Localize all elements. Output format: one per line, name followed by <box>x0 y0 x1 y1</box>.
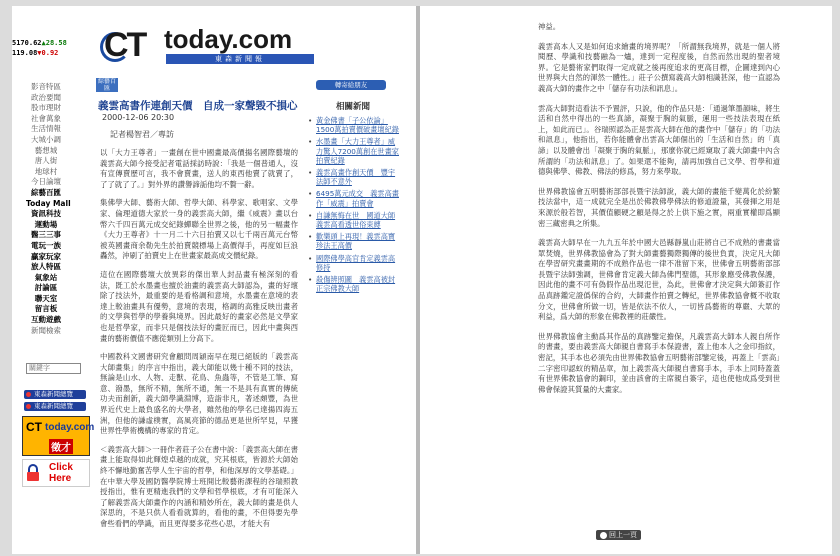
sidebar-nav-item[interactable]: 綜藝百匯 <box>31 187 61 197</box>
search-input[interactable] <box>26 363 81 374</box>
sidebar-nav-item[interactable]: 新聞檢索 <box>31 325 61 335</box>
sidebar-nav-item[interactable]: 電玩一族 <box>31 240 61 250</box>
click-here-text: Click Here <box>49 462 73 484</box>
article-paragraph: 義雲高大師早在一九九五年於中國大邑縣靜嵐山莊將自己不成熟的書畫當眾焚燒，世界佛教協會為了對大師畫藝獨際獨傳的後世負責，決定凡大師在學習研究畫畫期的不成熟作品也一律不准留下來，世佛會五明藝術部部長暨宇法師強調，世佛會肯定義大師為佛門聖德，其形象應受佛教保護，因此他的畫不可有偽假作品出現氾世，為此，世佛會才決定與大師簽訂作品真跡鑑定證僞保的合約，大師畫作拍賣之轉紀，世界佛教協會概不收取分文，世佛會所做一切，皆是依法不依人，一切皆爲藝術的尊嚴、大眾的利益，爲大師的形象在佛教裡的莊嚴性。 <box>538 238 780 322</box>
related-news-link[interactable]: • 6495萬元成交 義雲高畫作「威震」拍賣會 <box>308 189 400 207</box>
article-headline: 義雲高書作連創天價 自成一家聲毀不損心 <box>98 100 298 112</box>
article-body-left <box>100 148 298 538</box>
sidebar-nav-item[interactable]: 旅人特區 <box>31 262 61 272</box>
bullet-icon <box>26 404 31 409</box>
sidebar-nav-item[interactable]: 社會萬象 <box>31 113 61 123</box>
back-link[interactable]: 回上一頁 <box>596 530 641 540</box>
sidebar-nav-item[interactable]: 影音特區 <box>31 82 61 91</box>
sidebar-nav-item[interactable]: 大城小調 <box>31 134 61 144</box>
sidebar-nav-item[interactable]: 醫三三事 <box>31 230 61 240</box>
ct-recruit-ad[interactable]: CT today.com 徵才 <box>22 416 90 456</box>
lock-icon <box>26 464 40 482</box>
sidebar-nav-item[interactable]: 政治要聞 <box>31 92 61 102</box>
article-paragraph: 雲高大師對這看法不予置評，只說，他的作品只是：「通過筆墨韻味，將生活和自然中得出的一些真諦，凝聚于胸的氣脈，運用一些技法表現在紙上，如此而已」。谷瑞照認為正是雲高大師在他的畫作中「儲存」的「功法和訊息」，他指出，若你能體會出雲高大師個出的「生活和自然」的「真諦」以及體會出「凝聚于胸的氣脈」，那麼你就已經窺取了義大師畫中內含所謂的「功法和訊息」了。如果還不能夠，請再加強自己文學、哲學和道德與佛學、佛教、佛法的修爲，努力來學取。 <box>538 103 780 177</box>
section-tag: 綜藝百匯 <box>97 78 116 92</box>
article-paragraph: ＜義雲高大師＞一冊作者莊子公在書中說：「義雲高大師在書畫上能取得如此輝煌卓越的成就，究其根底，皆源於大師始終不懈地勤奮苦學人生宇宙的哲學，和他深厚的文學基礎。」在中華大學及國防醫學院博士班開比較藝術課程的谷瑞照教授指出，惟有更精進我們的文學和哲學根底，才有可能深入了解義雲高大師畫作的內涵和精妙所在，義大師的畫是供人深思的，不是只供人看看就算的，看他的畫，不但得要先學會些看們的學識，而且更得要多花些心思，才能大有 <box>100 444 298 528</box>
article-paragraph: 義雲高本人又是如何追求繪畫的境界呢？「所謂無我境界，就是一個人將閱歷、學識和技藝融為一爐，達到一定程度後，自然而然出現的聖者境界。它是藝術家們取得一定成就之後再度追求的更高目標，企圖達到內心世界與大自然的渾然一體性。」莊子公撰寫義高大師相識甚深，他一直認為義高大師的畫作之中「儲存有功法和訊息」。 <box>538 41 780 93</box>
article-paragraph: 世界佛教協會主動爲其作品的真跡鑒定擔保，凡義雲高大師本人親自所作的書畫，要由義雲高大師親自書寫手本保證書，蓋上他本人之金印指紋，密記，其手本也必須先由世界佛教協會五明藝術部鑒定後，再蓋上「雲高」二字密印認蚁的精品章，加上義雲高大師親自書寫手本，手本上同時蓋蓋有世界佛教協會的鋼印，並由該會的主席親自簽字，這也使他成爲受到世佛會保證其質量的大畫家。 <box>538 331 780 394</box>
sidebar-nav-item[interactable]: 今日論壇 <box>31 177 61 187</box>
sidebar-nav-item[interactable]: 生活情報 <box>31 124 61 134</box>
sidebar-nav-item[interactable]: 贏家玩家 <box>31 251 61 261</box>
article-paragraph: 以「大力王尊者」一畫創在世中國畫最高價揚名國際藝壇的義雲高大師今接受記者電話採訪時說：「我是一個普通人，沒有宣傳賣歷可言，我不會賣畫，送人的東西他賣了就賣了，了了就了了。」對外界的讚譽諦詬他均不贅一辭。 <box>100 148 298 189</box>
sidebar-nav-item[interactable]: 地球村 <box>34 166 58 176</box>
sidebar-nav-item[interactable]: Today Mall <box>26 198 71 208</box>
article-body-right <box>538 22 780 404</box>
search-box <box>26 355 81 366</box>
back-icon <box>600 532 607 539</box>
article-paragraph: 這位在國際藝壇大放異彩的傑出華人封品畫有極深刻的看法，既工於水墨畫也擅於油畫的義雲高大師認為，畫的好壞除了技法外，最重要的是看格調和意境，水墨畫在意境的表達上較油畫具有優勢，意境的表現，格調的高雅反映出畫者的文學與哲學的學養與境界。因此最好的畫家必然是文學家也是哲學家，而非只是個技法好的畫匠而已，因此中畫與西畫的藝術價值不應從類別上分高下。 <box>100 269 298 343</box>
article-paragraph: 神益。 <box>538 22 561 31</box>
stock-tickers <box>12 38 72 58</box>
related-news <box>308 100 400 296</box>
article-byline: 記者楊智君／專訪 <box>110 130 174 139</box>
sidebar-nav-item[interactable]: 互動遊戲 <box>31 315 61 325</box>
article-paragraph: 集佛學大師、藝術大師、哲學大師、科學家、歌唱家、文學家、倫理道德大家於一身的義雲高大師，繼《威震》畫以台幣六千四百萬元成交紀錄蟬聯全世界之後，他的另一幅畫作《大力王尊者》十一月二十六日拍賣又以七千兩百萬元台幣被英國畫商余勒先生於拍賣競標場上高價得手，再度如巨浪轟然，沖刷了拍賣史上在世畫家最高成交價紀錄。 <box>100 198 298 261</box>
sidebar-nav-item[interactable]: 股市理財 <box>31 103 61 113</box>
newsletter-button[interactable]: 東森新聞總覽 <box>24 390 86 399</box>
newsletter-button-2[interactable]: 東森新聞總覽 <box>24 402 86 411</box>
sidebar-nav-item[interactable]: 運動場 <box>34 219 58 229</box>
ticker-taiex: 5170.62▲28.58 <box>12 39 67 47</box>
bullet-icon <box>26 392 31 397</box>
related-news-link[interactable]: • 自謙無悔在世 國道大師義雲高看透世俗束縛 <box>308 211 400 229</box>
click-here-ad[interactable] <box>22 459 90 487</box>
sidebar-nav-item[interactable]: 討論區 <box>34 283 58 293</box>
site-logo[interactable]: CT today.com 東森新聞報 <box>104 22 314 68</box>
related-news-link[interactable]: • 殺傷辨照圖 義雲高被封正宗佛教大師 <box>308 275 400 293</box>
sidebar-nav-item[interactable]: 藝想城 <box>34 145 58 155</box>
related-news-link[interactable]: • 義雲高畫作創天價 豐宇法師不意外 <box>308 168 400 186</box>
article-date: 2000-12-06 20:30 <box>102 113 175 122</box>
sidebar-nav-item[interactable]: 聯天室 <box>34 293 58 303</box>
forward-to-friend-button[interactable]: 轉寄給朋友 <box>316 80 386 90</box>
sidebar-nav-item[interactable]: 唐人街 <box>34 156 58 166</box>
sidebar-nav-item[interactable]: 資訊科技 <box>31 209 61 219</box>
related-news-link[interactable]: • 國際佛學高官肯定義雲高修持 <box>308 254 400 272</box>
sidebar-nav-item[interactable]: 留言板 <box>34 304 58 314</box>
article-paragraph: 中國教科文國書研究會顧問周穎南早在現已絕版的「義雲高大師畫集」的序言中指出，義大師能以幾十種不同的技法，無論是山水、人物、走獸、花鳥、魚蟲等，不管是工筆、寫意、潑墨，無所不精，無所不通，無一不是具有真實的傳統功夫而創新，義大師學識淵博，造詣非凡，著述頗豐，為世界近代史上最負盛名的大學者，雖然他的學名已達揚四海五洲，但他的謙虛樸實，高風亮節的德品更是世所罕見，早獲世界性學術機構的專家的肯定。 <box>100 352 298 436</box>
related-news-title: 相關新聞 <box>336 102 371 112</box>
related-news-link[interactable]: • 水墨畫「大力王尊者」威力驚人7200萬創在世畫家拍賣紀錄 <box>308 137 400 165</box>
sidebar-nav-item[interactable]: 氣象站 <box>34 272 58 282</box>
ticker-otc: 119.08▼0.92 <box>12 49 59 57</box>
related-news-link[interactable]: • 歡樂頭上再現！義雲高寶珍法王高價 <box>308 232 400 250</box>
sidebar-nav <box>26 82 71 336</box>
article-paragraph: 世界佛教協會五明藝術部部長暨宇法師說，義大師的畫能千變萬化於紛繁技法當中，這一成就完全是出於佛教佛學佛法的修道證量，其發揮之用是來源於般若智，其價值顧硬之顧是得之於上供下施之實，兩重實權即爲顯密三藏密典之所集。 <box>538 186 780 228</box>
related-news-link[interactable]: • 黃金佛書「子公依論」1500萬拍賣價破畫壇紀錄 <box>308 116 400 134</box>
